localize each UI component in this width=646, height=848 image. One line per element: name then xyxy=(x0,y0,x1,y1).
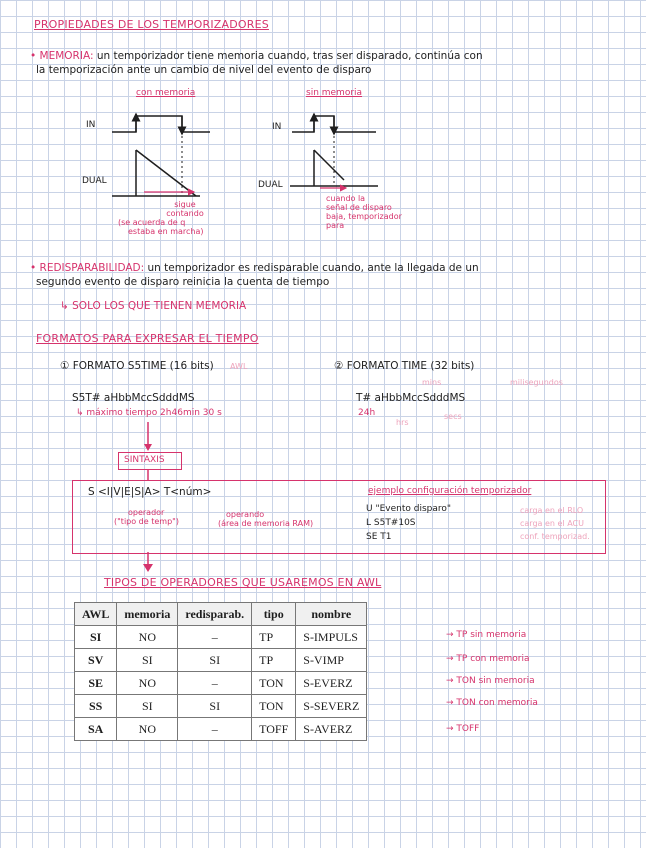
cell-awl: SE xyxy=(75,672,117,695)
sin-dual-label: DUAL xyxy=(258,180,283,190)
cell-tipo: TP xyxy=(252,626,296,649)
cell-nombre: S-IMPULS xyxy=(296,626,367,649)
cell-nombre: S-VIMP xyxy=(296,649,367,672)
cell-redisp: – xyxy=(178,626,252,649)
cell-nombre: S-AVERZ xyxy=(296,718,367,741)
operando-desc: (área de memoria RAM) xyxy=(218,519,314,528)
cell-memoria: NO xyxy=(117,718,178,741)
cell-redisp: – xyxy=(178,718,252,741)
sintaxis-code: S <I|V|E|S|A> T<núm> xyxy=(88,486,212,498)
table-row xyxy=(75,718,367,741)
cell-nombre: S-EVERZ xyxy=(296,672,367,695)
th-redisparab: redisparab. xyxy=(178,603,252,626)
cell-nombre: S-SEVERZ xyxy=(296,695,367,718)
operando-label: operando xyxy=(226,510,265,519)
ejemplo-code xyxy=(366,502,451,544)
cell-memoria: SI xyxy=(117,649,178,672)
cell-tipo: TOFF xyxy=(252,718,296,741)
row-note-sa: → TOFF xyxy=(446,724,480,734)
f2-code: T# aHbbMccSdddMS xyxy=(356,392,466,404)
sin-note-3: baja, temporizador xyxy=(326,212,402,221)
th-awl: AWL xyxy=(75,603,117,626)
con-note-1: sigue xyxy=(174,200,196,209)
page-title: PROPIEDADES DE LOS TEMPORIZADORES xyxy=(34,18,269,31)
sintaxis-label: SINTAXIS xyxy=(124,455,165,465)
sin-in-label: IN xyxy=(272,122,282,132)
ejemplo-title: ejemplo configuración temporizador xyxy=(368,486,532,496)
ejemplo-comment-2: carga en el ACU xyxy=(520,519,584,528)
redisp-line1: un temporizador es redisparable cuando, ante la llegada de un xyxy=(147,262,479,274)
sin-memoria-label: sin memoria xyxy=(306,88,363,98)
cell-tipo: TON xyxy=(252,672,296,695)
memoria-line1: un temporizador tiene memoria cuando, tras ser disparado, continúa con xyxy=(96,50,483,62)
con-in-label: IN xyxy=(86,120,96,130)
table-row xyxy=(75,649,367,672)
ejemplo-comment-3: conf. temporizad. xyxy=(520,532,590,541)
cell-tipo: TP xyxy=(252,649,296,672)
f1-title: ① FORMATO S5TIME (16 bits) xyxy=(60,360,214,372)
th-tipo: tipo xyxy=(252,603,296,626)
redisp-line2: segundo evento de disparo reinicia la cuenta de tiempo xyxy=(36,276,330,288)
cell-awl: SV xyxy=(75,649,117,672)
awl-table xyxy=(74,602,367,741)
cell-redisp: – xyxy=(178,672,252,695)
ejemplo-line-3: SE T1 xyxy=(366,532,392,542)
f2-mins: mins xyxy=(422,378,442,387)
cell-memoria: SI xyxy=(117,695,178,718)
cell-awl: SI xyxy=(75,626,117,649)
sin-note-1: cuando la xyxy=(326,194,366,203)
cell-tipo: TON xyxy=(252,695,296,718)
operador-label: operador xyxy=(128,508,165,517)
table-header-row xyxy=(75,603,367,626)
row-note-si: → TP sin memoria xyxy=(446,630,527,640)
f1-code: S5T# aHbbMccSdddMS xyxy=(72,392,195,404)
table-row xyxy=(75,695,367,718)
sin-note-4: para xyxy=(326,221,345,230)
redisp-bullet: • REDISPARABILIDAD: xyxy=(30,262,145,274)
ejemplo-line-1: U "Evento disparo" xyxy=(366,504,452,514)
memoria-bullet: • MEMORIA: xyxy=(30,50,94,62)
redisp-arrow-note: ↳ SOLO LOS QUE TIENEN MEMORIA xyxy=(60,300,247,312)
row-note-ss: → TON con memoria xyxy=(446,698,538,708)
cell-redisp: SI xyxy=(178,695,252,718)
f2-title: ② FORMATO TIME (32 bits) xyxy=(334,360,475,372)
f2-hrs: hrs xyxy=(396,418,409,427)
operador-desc: ("tipo de temp") xyxy=(114,517,179,526)
con-note-4: estaba en marcha) xyxy=(128,227,204,236)
ejemplo-line-2: L S5T#10S xyxy=(366,518,416,528)
f1-max: ↳ máximo tiempo 2h46min 30 s xyxy=(76,408,222,418)
row-note-sv: → TP con memoria xyxy=(446,654,530,664)
sin-note-2: señal de disparo xyxy=(326,203,392,212)
con-memoria-label: con memoria xyxy=(136,88,196,98)
cell-memoria: NO xyxy=(117,672,178,695)
f2-24h: 24h xyxy=(358,408,376,418)
ejemplo-comment-1: carga en el RLO xyxy=(520,506,584,515)
con-note-2: contando xyxy=(166,209,204,218)
tipos-title: TIPOS DE OPERADORES QUE USAREMOS EN AWL xyxy=(104,576,382,589)
ejemplo-comments xyxy=(520,504,590,543)
con-note-3: (se acuerda de q xyxy=(118,218,186,227)
table-row xyxy=(75,672,367,695)
f2-ms: milisegundos xyxy=(510,378,563,387)
table-row xyxy=(75,626,367,649)
f1-note: AWL xyxy=(230,362,248,371)
th-memoria: memoria xyxy=(117,603,178,626)
operador-note xyxy=(114,508,179,526)
con-dual-label: DUAL xyxy=(82,176,107,186)
th-nombre: nombre xyxy=(296,603,367,626)
cell-redisp: SI xyxy=(178,649,252,672)
row-note-se: → TON sin memoria xyxy=(446,676,535,686)
cell-memoria: NO xyxy=(117,626,178,649)
f2-secs: secs xyxy=(444,412,462,421)
memoria-line2: la temporización ante un cambio de nivel del evento de disparo xyxy=(36,64,372,76)
operando-note xyxy=(218,510,313,528)
formatos-title: FORMATOS PARA EXPRESAR EL TIEMPO xyxy=(36,332,259,345)
cell-awl: SA xyxy=(75,718,117,741)
cell-awl: SS xyxy=(75,695,117,718)
